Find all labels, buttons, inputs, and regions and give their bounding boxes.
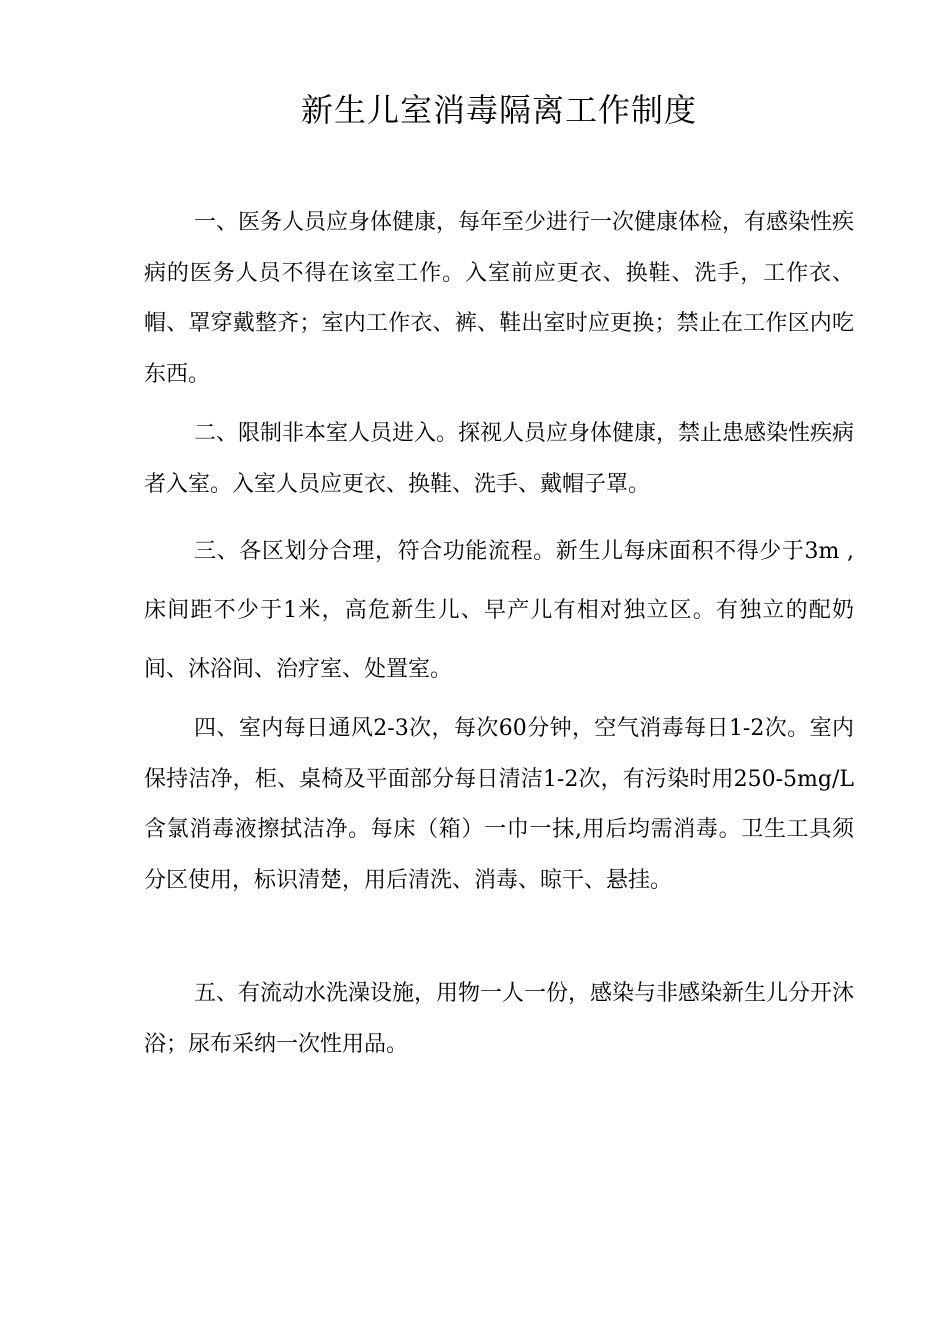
- paragraph-3: 三、各区划分合理，符合功能流程。新生儿每床面积不得少于3m ,床间距不少于1米，高危新生儿、早产儿有相对独立区。有独立的配奶间、沐浴间、治疗室、处置室。: [144, 539, 854, 682]
- document-title: 新生儿室消毒隔离工作制度: [300, 91, 697, 129]
- paragraph-4: 四、室内每日通风2-3次，每次60分钟，空气消毒每日1-2次。室内保持洁净，柜、桌椅及平面部分每日清洁1-2次，有污染时用250-5mg/L含氯消毒液擦拭洁净。每床（箱）一巾一抹,用后均需消毒。卫生工具须分区使用，标识清楚，用后清洗、消毒、晾干、悬挂。: [144, 716, 854, 893]
- paragraph-5: 五、有流动水洗澡设施，用物一人一份，感染与非感染新生儿分开沐浴；尿布采纳一次性用品。: [144, 981, 855, 1057]
- paragraph-2: 二、限制非本室人员进入。探视人员应身体健康，禁止患感染性疾病者入室。入室人员应更衣、换鞋、洗手、戴帽子罩。: [144, 421, 855, 497]
- paragraph-1: 一、医务人员应身体健康，每年至少进行一次健康体检，有感染性疾病的医务人员不得在该室工作。入室前应更衣、换鞋、洗手，工作衣、帽、罩穿戴整齐；室内工作衣、裤、鞋出室时应更换；禁止在工作区内吃东西。: [144, 210, 855, 387]
